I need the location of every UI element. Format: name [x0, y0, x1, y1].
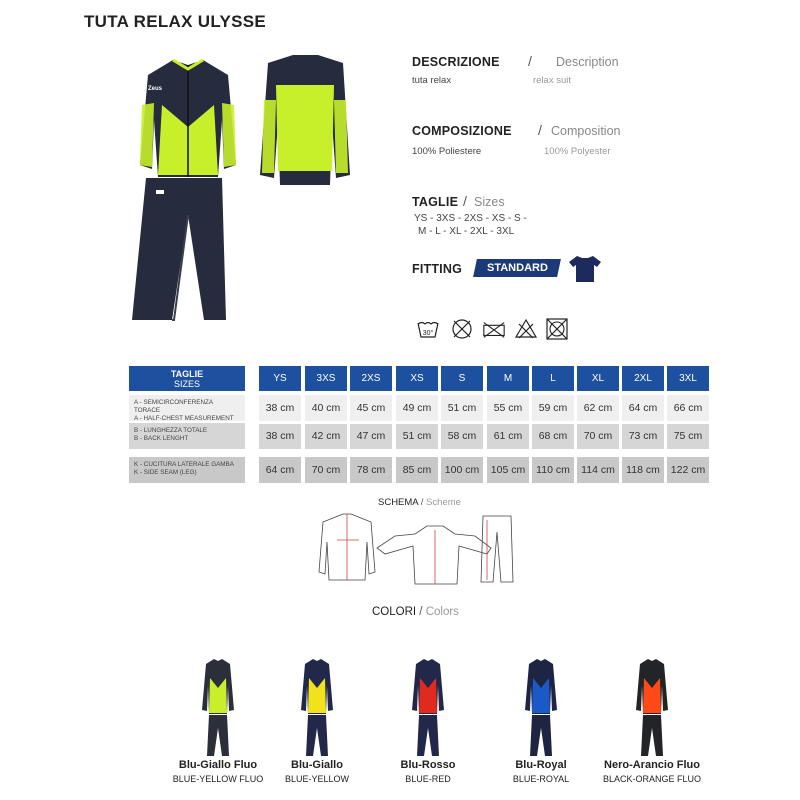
no-tumble-dry-icon — [450, 318, 474, 340]
size-table-cell: 61 cm — [487, 424, 529, 449]
jacket-back-image — [260, 55, 350, 185]
size-table-cell: 47 cm — [350, 424, 392, 449]
size-column-header: M — [487, 366, 529, 391]
color-name: Nero-Arancio Fluo — [604, 759, 700, 771]
size-column-header: XS — [396, 366, 438, 391]
row-label-en: A - HALF-CHEST MEASUREMENT — [134, 415, 234, 422]
size-column-header: 2XL — [622, 366, 664, 391]
colors-label-it: COLORI — [372, 606, 417, 618]
separator-slash: / — [528, 53, 532, 69]
row-label-chest — [129, 395, 245, 421]
size-table-cell: 45 cm — [350, 395, 392, 421]
size-table-cell: 62 cm — [577, 395, 619, 421]
color-name: Blu-Royal — [515, 759, 567, 771]
size-table-cell: 55 cm — [487, 395, 529, 421]
svg-text:30°: 30° — [422, 330, 434, 337]
size-table-cell: 78 cm — [350, 457, 392, 483]
size-table-cell: 70 cm — [577, 424, 619, 449]
trousers-body — [207, 715, 229, 756]
description-label: DESCRIZIONE — [412, 55, 500, 69]
size-table-cell: 38 cm — [259, 395, 301, 421]
size-table-cell: 70 cm — [305, 457, 347, 483]
size-table-cell: 114 cm — [577, 457, 619, 483]
fitting-label: FITTING — [412, 262, 463, 276]
sizes-label-en: Sizes — [474, 195, 505, 209]
composition-value: 100% Poliestere — [412, 146, 482, 157]
row-label-en: B - BACK LENGHT — [134, 435, 189, 442]
tracksuit-variant-image — [196, 658, 240, 758]
size-table-cell: 58 cm — [441, 424, 483, 449]
size-column-header: S — [441, 366, 483, 391]
composition-value-en: 100% Polyester — [544, 146, 611, 157]
size-table-cell: 85 cm — [396, 457, 438, 483]
size-table-cell: 68 cm — [532, 424, 574, 449]
wash-30-icon — [416, 318, 440, 340]
description-value-en: relax suit — [533, 75, 572, 86]
no-dry-clean-icon — [545, 318, 569, 340]
tracksuit-variant-image — [519, 658, 563, 758]
row-label-leg — [129, 457, 245, 483]
size-table-cell: 73 cm — [622, 424, 664, 449]
size-table-cell: 105 cm — [487, 457, 529, 483]
color-name-en: BLUE-ROYAL — [512, 774, 570, 784]
tshirt-icon — [568, 254, 602, 284]
composition-label: COMPOSIZIONE — [412, 124, 512, 138]
trousers-body — [530, 715, 552, 756]
jacket-front-image — [140, 60, 236, 177]
color-name: Blu-Giallo Fluo — [178, 759, 258, 771]
separator-slash: / — [538, 122, 542, 138]
description-value: tuta relax — [412, 75, 452, 86]
size-table-cell: 66 cm — [667, 395, 709, 421]
size-table-header — [129, 366, 245, 391]
size-column-header: 2XS — [350, 366, 392, 391]
size-table-header-label: TAGLIE — [170, 369, 204, 379]
size-column-header: L — [532, 366, 574, 391]
fitting-value: STANDARD — [486, 262, 548, 274]
no-iron-icon — [482, 318, 506, 340]
row-label-it: B - LUNGHEZZA TOTALE — [134, 427, 208, 434]
size-table-cell: 118 cm — [622, 457, 664, 483]
size-table-cell: 64 cm — [622, 395, 664, 421]
size-table-cell: 40 cm — [305, 395, 347, 421]
color-name-en: BLUE-YELLOW — [284, 774, 350, 784]
color-name-en: BLACK-ORANGE FLUO — [602, 774, 702, 784]
color-name-en: BLUE-RED — [405, 774, 451, 784]
no-bleach-icon — [514, 318, 538, 340]
size-column-header: 3XS — [305, 366, 347, 391]
size-column-header: XL — [577, 366, 619, 391]
brand-logo: Zeus — [148, 86, 163, 92]
sizes-list-line1: YS - 3XS - 2XS - XS - S - — [414, 213, 527, 224]
tracksuit-variant-image — [295, 658, 339, 758]
sizes-label: TAGLIE — [412, 195, 459, 209]
sizes-list-line2: M - L - XL - 2XL - 3XL — [418, 226, 515, 237]
row-label-en: K - SIDE SEAM (LEG) — [134, 469, 197, 476]
size-table-cell: 110 cm — [532, 457, 574, 483]
description-label-en: Description — [556, 55, 619, 69]
row-label-it: A - SEMICIRCONFERENZA TORACE — [134, 399, 213, 414]
size-column-header: 3XL — [667, 366, 709, 391]
row-label-length — [129, 423, 245, 449]
size-table-cell: 38 cm — [259, 424, 301, 449]
size-table-cell: 64 cm — [259, 457, 301, 483]
trousers-body — [641, 715, 663, 756]
tracksuit-variant-image — [630, 658, 674, 758]
schema-label-it: SCHEMA — [378, 497, 419, 508]
color-name-en: BLUE-YELLOW FLUO — [172, 774, 264, 784]
composition-label-en: Composition — [551, 124, 621, 138]
size-table-header-label-en: SIZES — [173, 379, 200, 389]
colors-label: COLORI / Colors — [372, 606, 459, 618]
row-label-it: K - CUCITURA LATERALE GAMBA — [134, 461, 234, 468]
size-table-cell: 75 cm — [667, 424, 709, 449]
schema-diagram — [315, 512, 525, 590]
color-name: Blu-Rosso — [400, 759, 456, 771]
size-table-cell: 49 cm — [396, 395, 438, 421]
fitting-badge — [473, 259, 561, 277]
schema-label-en: Scheme — [426, 497, 461, 508]
trousers-body — [417, 715, 439, 756]
size-table-cell: 59 cm — [532, 395, 574, 421]
product-main-images — [118, 45, 358, 330]
size-column-header: YS — [259, 366, 301, 391]
size-table-cell: 42 cm — [305, 424, 347, 449]
size-table-cell: 51 cm — [396, 424, 438, 449]
page-title: TUTA RELAX ULYSSE — [84, 12, 267, 31]
schema-label: SCHEMA / Scheme — [378, 497, 461, 508]
colors-label-en: Colors — [425, 606, 459, 618]
size-table-cell: 100 cm — [441, 457, 483, 483]
trousers-body — [306, 715, 328, 756]
size-table-cell: 51 cm — [441, 395, 483, 421]
separator-slash: / — [463, 193, 467, 209]
tracksuit-variant-image — [406, 658, 450, 758]
size-table-cell: 122 cm — [667, 457, 709, 483]
color-name: Blu-Giallo — [291, 759, 343, 771]
trousers-front-image — [132, 178, 226, 320]
